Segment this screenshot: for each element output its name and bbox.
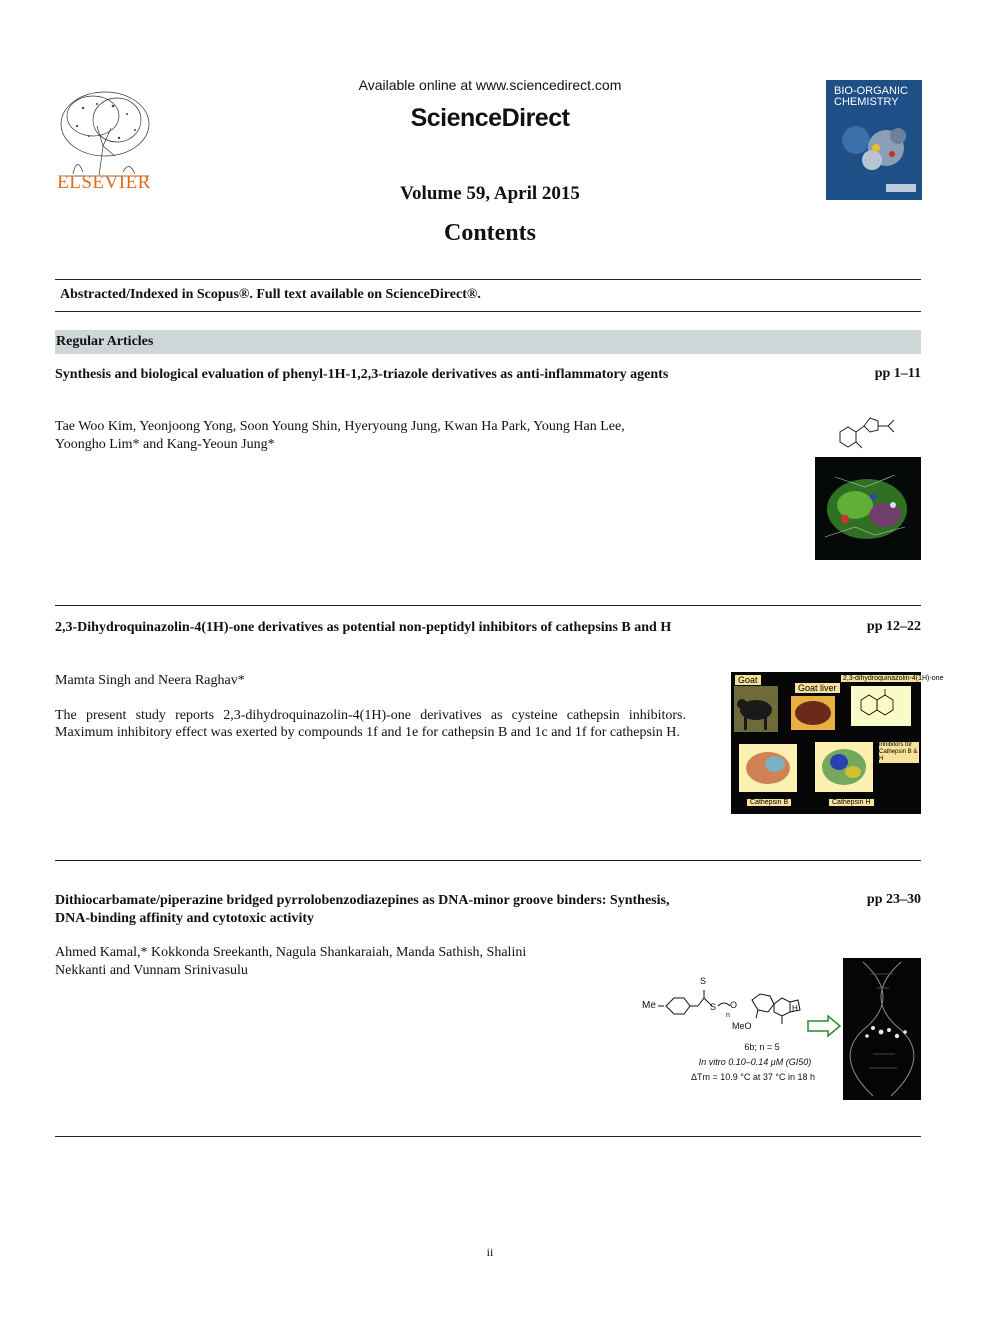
label-h: H	[792, 1004, 798, 1013]
label-compound-6b: 6b; n = 5	[744, 1042, 780, 1052]
sciencedirect-brand[interactable]: ScienceDirect	[410, 104, 570, 132]
label-inhibitors: Inhibitors for Cathepsin B & H	[879, 742, 918, 762]
article-pages-3: pp 23–30	[866, 892, 921, 907]
label-s-mid: S	[710, 1002, 717, 1012]
triazole-structure-figure	[828, 412, 902, 454]
article-authors-3: Ahmed Kamal,* Kokkonda Sreekanth, Nagula Shankaraiah, Manda Sathish, Shalini Nekkanti and Vunnam Srinivasulu	[55, 945, 527, 978]
label-n: n	[726, 1012, 730, 1019]
article-abstract-2: The present study reports 2,3-dihydroquinazolin-4(1H)-one derivatives as cysteine cathepsin inhibitors. Maximum inhibitory effect was exerted by compounds 1f and 1e for cathepsin B and 1c and 1f for cathepsin H.	[55, 708, 686, 740]
journal-cover	[826, 80, 922, 200]
elsevier-wordmark: ELSEVIER	[57, 172, 151, 193]
indexed-note: Abstracted/Indexed in Scopus®. Full text available on ScienceDirect®.	[60, 287, 481, 302]
article-title-1[interactable]: Synthesis and biological evaluation of phenyl-1H-1,2,3-triazole derivatives as anti-inflammatory agents	[55, 367, 669, 382]
label-goat-liver: Goat liver	[795, 683, 840, 693]
article-authors-2: Mamta Singh and Neera Raghav*	[55, 673, 245, 688]
article-pages-2: pp 12–22	[866, 619, 921, 634]
cathepsin-graphical-abstract	[731, 672, 944, 814]
article-title-2[interactable]: 2,3-Dihydroquinazolin-4(1H)-one derivatives as potential non-peptidyl inhibitors of cathepsins B and H	[55, 620, 672, 635]
cathepsin-b-model	[739, 744, 797, 792]
divider	[55, 311, 921, 312]
docking-image	[815, 457, 921, 560]
compound-structure	[851, 686, 911, 726]
label-s-top: S	[700, 976, 707, 986]
divider	[55, 860, 921, 861]
article-authors-1: Tae Woo Kim, Yeonjoong Yong, Soon Young Shin, Hyeryoung Jung, Kwan Ha Park, Young Han Lee, Yoongho Lim* and Kang-Yeoun Jung*	[55, 419, 625, 452]
volume-line: Volume 59, April 2015	[400, 183, 580, 204]
label-cathepsin-h: Cathepsin H	[829, 799, 874, 806]
cover-title: BIO-ORGANIC CHEMISTRY	[834, 85, 908, 108]
label-goat: Goat	[735, 675, 761, 685]
label-o: O	[730, 1000, 738, 1010]
section-label: Regular Articles	[56, 334, 154, 349]
label-me: Me	[642, 1000, 656, 1011]
divider	[55, 279, 921, 280]
goat-liver-photo	[791, 696, 835, 730]
label-invitro: In vitro 0.10–0.14 μM (GI50)	[698, 1057, 812, 1067]
cover-molecule-art	[826, 110, 922, 200]
divider	[55, 605, 921, 606]
divider	[55, 1136, 921, 1137]
available-online-line[interactable]: Available online at www.sciencedirect.com	[358, 77, 622, 93]
goat-photo	[734, 686, 778, 732]
green-arrow-icon	[806, 1015, 842, 1037]
label-meo: MeO	[732, 1021, 752, 1031]
section-header-band	[55, 330, 921, 354]
label-compound: 2,3-dihydroquinazolin-4(1H)-one	[843, 675, 944, 682]
article-pages-1: pp 1–11	[874, 366, 921, 381]
page-title: Contents	[443, 220, 536, 246]
page-number: ii	[486, 1245, 494, 1259]
label-tm: ΔTm = 10.9 °C at 37 °C in 18 h	[690, 1072, 816, 1082]
label-cathepsin-b: Cathepsin B	[747, 799, 791, 806]
article-title-3[interactable]: Dithiocarbamate/piperazine bridged pyrrolobenzodiazepines as DNA-minor groove binders: Synthesis, DNA-binding affinity and cytotoxic activity	[55, 893, 670, 926]
dna-complex-image	[843, 958, 921, 1100]
cathepsin-h-model	[815, 742, 873, 792]
